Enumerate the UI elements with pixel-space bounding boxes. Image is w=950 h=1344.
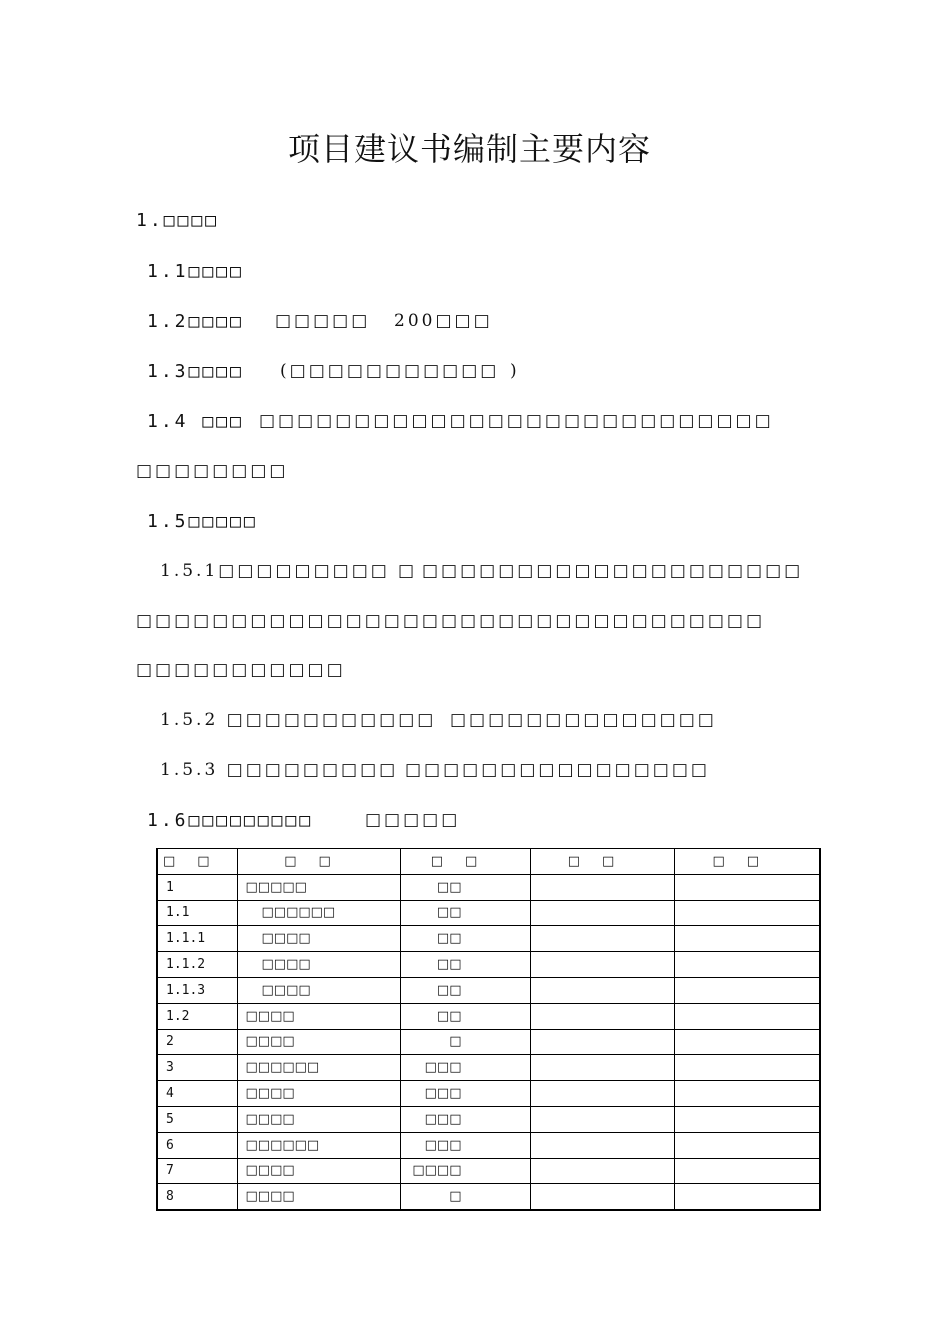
section-1-5-2-heading: 1.5.2 □□□□□□□□□□□ (160, 710, 437, 730)
row-unit-cell: □ (400, 1029, 530, 1055)
section-1-5-3-text: □□□□□□□□□□□□□□□□ (405, 760, 710, 780)
table-row (157, 1081, 820, 1107)
row-value-cell (530, 1055, 674, 1081)
row-number-cell: 1.1.1 (157, 926, 237, 952)
row-unit-cell: □□□ (400, 1132, 530, 1158)
table-row (157, 1029, 820, 1055)
table-row (157, 977, 820, 1003)
row-number-cell: 1 (157, 874, 237, 900)
row-value-cell (530, 874, 674, 900)
row-number-cell: 4 (157, 1081, 237, 1107)
row-unit-cell: □□□ (400, 1055, 530, 1081)
row-remark-cell (674, 1106, 820, 1132)
table-header: □□ (157, 849, 237, 875)
row-number-cell: 2 (157, 1029, 237, 1055)
row-value-cell (530, 900, 674, 926)
table-row (157, 874, 820, 900)
row-name-cell: □□□□ (237, 1029, 400, 1055)
row-name-cell: □□□□ (237, 1003, 400, 1029)
row-name-cell: □□□□□□ (237, 1055, 400, 1081)
section-1-6-text: □□□□□ (365, 810, 461, 830)
table-header: □□ (530, 849, 674, 875)
row-name-cell: □□□□ (237, 1184, 400, 1210)
row-unit-cell: □□ (400, 874, 530, 900)
table-row (157, 900, 820, 926)
row-name-cell: □□□□ (237, 1158, 400, 1184)
row-number-cell: 7 (157, 1158, 237, 1184)
table-row (157, 952, 820, 978)
row-number-cell: 1.2 (157, 1003, 237, 1029)
row-name-cell: □□□□□□ (237, 1132, 400, 1158)
section-1-3-heading: 1.3□□□□ (147, 361, 244, 382)
row-value-cell (530, 1184, 674, 1210)
table-header: □□ (400, 849, 530, 875)
row-remark-cell (674, 926, 820, 952)
row-number-cell: 1.1.2 (157, 952, 237, 978)
section-1-4-text-cont: □□□□□□□□ (136, 461, 289, 481)
row-unit-cell: □□□□ (400, 1158, 530, 1184)
row-name-cell: □□□□□□ (237, 900, 400, 926)
row-name-cell: □□□□ (237, 977, 400, 1003)
table-header: □□ (674, 849, 820, 875)
row-value-cell (530, 926, 674, 952)
section-1-5-1-text-end: □□□□□□□□□□□ (136, 660, 346, 680)
section-1-5-1-heading: 1.5.1□□□□□□□□□ (160, 561, 390, 581)
section-1-5-1-mark: □ (398, 561, 418, 581)
row-remark-cell (674, 1081, 820, 1107)
section-1-5-heading: 1.5□□□□□ (147, 511, 258, 532)
row-remark-cell (674, 1055, 820, 1081)
section-1-heading: 1.□□□□ (136, 210, 220, 231)
row-value-cell (530, 977, 674, 1003)
row-remark-cell (674, 1158, 820, 1184)
row-value-cell (530, 1158, 674, 1184)
table-row (157, 1132, 820, 1158)
table-row (157, 1184, 820, 1210)
row-value-cell (530, 1132, 674, 1158)
row-name-cell: □□□□□ (237, 874, 400, 900)
row-remark-cell (674, 1184, 820, 1210)
row-number-cell: 1.1.3 (157, 977, 237, 1003)
section-1-5-3-heading: 1.5.3 □□□□□□□□□ (160, 760, 399, 780)
section-1-4-heading: 1.4 □□□ (147, 411, 244, 432)
row-value-cell (530, 1003, 674, 1029)
row-remark-cell (674, 874, 820, 900)
section-1-3-close: ) (510, 361, 520, 381)
row-unit-cell: □□□ (400, 1081, 530, 1107)
row-remark-cell (674, 1003, 820, 1029)
table-row (157, 1106, 820, 1132)
row-unit-cell: □□ (400, 977, 530, 1003)
section-1-5-1-text: □□□□□□□□□□□□□□□□□□□□ (422, 561, 804, 581)
row-value-cell (530, 1106, 674, 1132)
table-header: □□ (237, 849, 400, 875)
row-remark-cell (674, 1132, 820, 1158)
section-1-1-heading: 1.1□□□□ (147, 261, 244, 282)
page-title: 项目建议书编制主要内容 (288, 130, 652, 168)
row-unit-cell: □□ (400, 1003, 530, 1029)
row-unit-cell: □□□ (400, 1106, 530, 1132)
row-value-cell (530, 1081, 674, 1107)
table-row (157, 1055, 820, 1081)
section-1-4-text: □□□□□□□□□□□□□□□□□□□□□□□□□□□ (259, 411, 774, 431)
table-header-row (157, 849, 820, 875)
row-number-cell: 3 (157, 1055, 237, 1081)
row-name-cell: □□□□ (237, 1106, 400, 1132)
row-name-cell: □□□□ (237, 952, 400, 978)
row-unit-cell: □ (400, 1184, 530, 1210)
row-unit-cell: □□ (400, 952, 530, 978)
section-1-2-heading: 1.2□□□□ (147, 311, 244, 332)
row-number-cell: 5 (157, 1106, 237, 1132)
section-1-5-1-text-cont: □□□□□□□□□□□□□□□□□□□□□□□□□□□□□□□□□ (136, 611, 766, 631)
row-number-cell: 8 (157, 1184, 237, 1210)
table-row (157, 1003, 820, 1029)
section-1-2-text: □□□□□ (275, 311, 371, 331)
row-value-cell (530, 1029, 674, 1055)
section-1-5-2-text: □□□□□□□□□□□□□□ (450, 710, 717, 730)
row-remark-cell (674, 977, 820, 1003)
row-remark-cell (674, 952, 820, 978)
indicator-table (156, 848, 821, 1211)
table-row (157, 926, 820, 952)
row-unit-cell: □□ (400, 926, 530, 952)
section-1-3-text: (□□□□□□□□□□□ (280, 361, 500, 381)
section-1-6-heading: 1.6□□□□□□□□□ (147, 810, 314, 831)
row-number-cell: 1.1 (157, 900, 237, 926)
row-unit-cell: □□ (400, 900, 530, 926)
row-number-cell: 6 (157, 1132, 237, 1158)
row-remark-cell (674, 900, 820, 926)
row-name-cell: □□□□ (237, 1081, 400, 1107)
table-row (157, 1158, 820, 1184)
section-1-2-value: 200□□□ (394, 311, 493, 331)
row-value-cell (530, 952, 674, 978)
row-remark-cell (674, 1029, 820, 1055)
row-name-cell: □□□□ (237, 926, 400, 952)
